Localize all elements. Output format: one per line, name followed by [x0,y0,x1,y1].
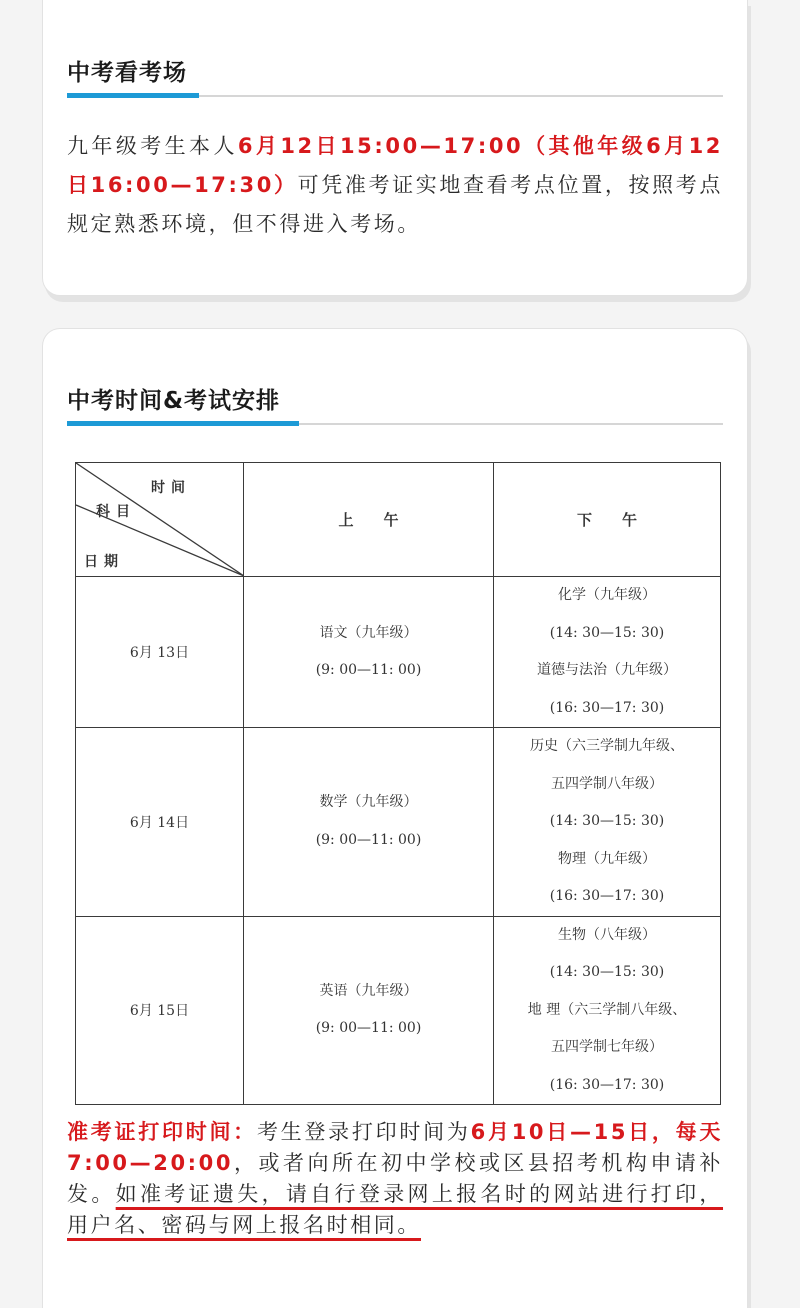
morning-cell [244,728,494,917]
note-text: 考生登录打印时间为 [256,1120,471,1144]
afternoon-line: 生物（八年级） [558,926,656,943]
morning-cell [244,577,494,728]
exam-schedule-table [75,462,721,1105]
table-row [76,728,721,917]
afternoon-line: 历史（六三学制九年级、 [530,738,684,754]
table-row [76,577,721,728]
afternoon-line: 五四学制八年级） [551,775,663,792]
date-cell: 6月 15日 [76,916,244,1105]
admission-ticket-note [67,1117,723,1241]
section-title: 中考时间&考试安排 [67,388,281,414]
note-label: 准考证打印时间： [67,1120,257,1144]
header-afternoon: 下 午 [494,463,721,577]
afternoon-line: (16: 30—17: 30) [549,888,665,904]
site-visit-paragraph [67,127,723,244]
afternoon-line: (14: 30—15: 30) [549,813,665,829]
corner-time-label: 时间 [151,480,191,496]
morning-time: (9: 00—11: 00) [315,831,422,848]
header-morning: 上 午 [244,463,494,577]
afternoon-line: (14: 30—15: 30) [549,624,665,641]
note-lost-ticket-instruction: 如准考证遗失，请自行登录网上报名时的网站进行打印，用户名、密码与网上报名时相同。 [67,1182,724,1237]
para-text: 可凭准考证实地查看考点位置，按照考点规定熟悉环境，但不得进入考场。 [67,173,723,236]
afternoon-line: (16: 30—17: 30) [549,699,665,716]
morning-subject: 英语（九年级） [319,982,418,999]
afternoon-line: (16: 30—17: 30) [549,1076,665,1093]
morning-time: (9: 00—11: 00) [315,1020,422,1037]
note-print-time: 6月10日—15日，每天7:00—20:00 [67,1120,723,1175]
afternoon-line: 化学（九年级） [558,587,656,603]
afternoon-line: 地 理（六三学制八年级、 [527,1001,687,1018]
afternoon-cell [494,577,721,728]
corner-subject-label: 科目 [96,504,136,520]
date-cell: 6月 13日 [76,577,244,728]
afternoon-cell [494,728,721,917]
title-accent-bar [67,421,299,426]
morning-time: (9: 00—11: 00) [315,662,422,678]
morning-subject: 语文（九年级） [319,624,418,641]
afternoon-cell [494,916,721,1105]
note-text: ，或者向所在初中学校或区县招考机构申请补发。 [67,1151,723,1206]
corner-date-label: 日期 [84,554,124,570]
afternoon-line: 道德与法治（九年级） [537,662,677,678]
corner-cell [76,463,244,577]
exam-site-visit-card [42,0,748,296]
date-cell: 6月 14日 [76,728,244,917]
afternoon-line: (14: 30—15: 30) [549,964,665,980]
table-header-row [76,463,721,577]
morning-subject: 数学（九年级） [319,794,418,811]
table-row [76,916,721,1105]
section-title: 中考看考场 [67,60,187,86]
morning-cell [244,916,494,1105]
afternoon-line: 物理（九年级） [558,850,656,867]
para-highlight-time: 6月12日15:00—17:00（其他年级6月12日16:00—17:30） [67,134,723,197]
title-accent-bar [67,93,199,98]
para-text: 九年级考生本人 [67,134,238,158]
afternoon-line: 五四学制七年级） [551,1039,663,1055]
exam-schedule-card [42,328,748,1308]
